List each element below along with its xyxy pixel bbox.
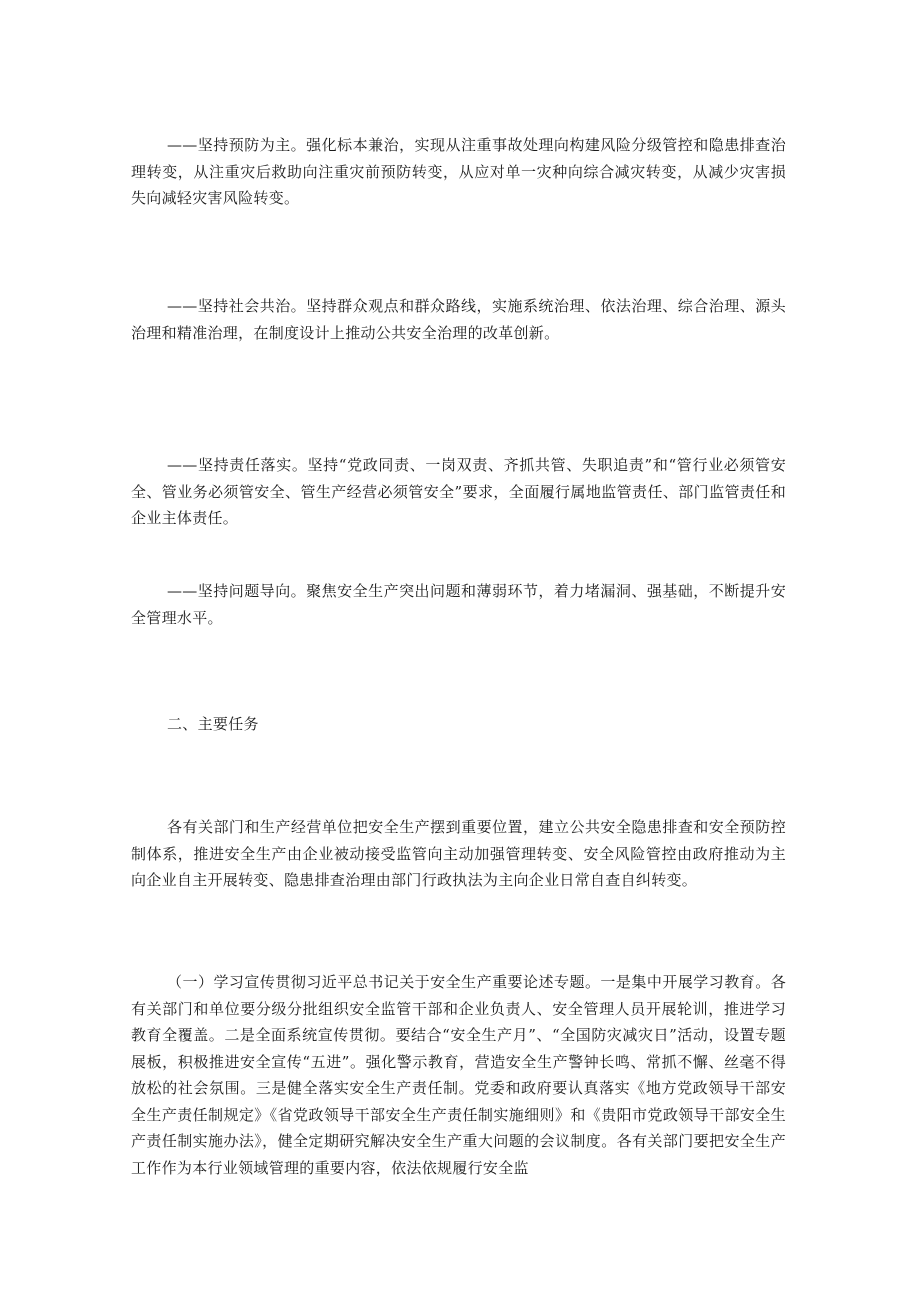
principle-social-governance-paragraph: ——坚持社会共治。坚持群众观点和群众路线，实施系统治理、依法治理、综合治理、源头治理和精准治理，在制度设计上推动公共安全治理的改革创新。: [131, 297, 786, 342]
task-one-paragraph: （一）学习宣传贯彻习近平总书记关于安全生产重要论述专题。一是集中开展学习教育。各有关部门和单位要分级分批组织安全监管干部和企业负责人、安全管理人员开展轮训，推进学习教育全覆盖。二是全面系统宣传贯彻。要结合“安全生产月”、“全国防灾减灾日”活动，设置专题展板，积极推进安全宣传“五进”。强化警示教育，营造安全生产警钟长鸣、常抓不懈、丝毫不得放松的社会氛围。三是健全落实安全生产责任制。党委和政府要认真落实《地方党政领导干部安全生产责任制规定》《省党政领导干部安全生产责任制实施细则》和《贵阳市党政领导干部安全生产责任制实施办法》，健全定期研究解决安全生产重大问题的会议制度。各有关部门要把安全生产工作作为本行业领域管理的重要内容，依法依规履行安全监: [131, 973, 786, 1177]
principle-responsibility-paragraph: ——坚持责任落实。坚持“党政同责、一岗双责、齐抓共管、失职追责”和“管行业必须管安全、管业务必须管安全、管生产经营必须管安全”要求，全面履行属地监管责任、部门监管责任和企业主体责任。: [131, 456, 786, 527]
principle-problem-oriented-paragraph: ——坚持问题导向。聚焦安全生产突出问题和薄弱环节，着力堵漏洞、强基础，不断提升安全管理水平。: [131, 582, 786, 627]
main-tasks-intro-paragraph: 各有关部门和生产经营单位把安全生产摆到重要位置，建立公共安全隐患排查和安全预防控制体系，推进安全生产由企业被动接受监管向主动加强管理转变、安全风险管控由政府推动为主向企业自主开展转变、隐患排查治理由部门行政执法为主向企业日常自查自纠转变。: [131, 818, 786, 889]
section-heading-main-tasks: 二、主要任务: [167, 715, 259, 733]
principle-prevention-paragraph: ——坚持预防为主。强化标本兼治，实现从注重事故处理向构建风险分级管控和隐患排查治理转变，从注重灾后救助向注重灾前预防转变，从应对单一灾种向综合减灾转变，从减少灾害损失向减轻灾害风险转变。: [131, 136, 786, 207]
